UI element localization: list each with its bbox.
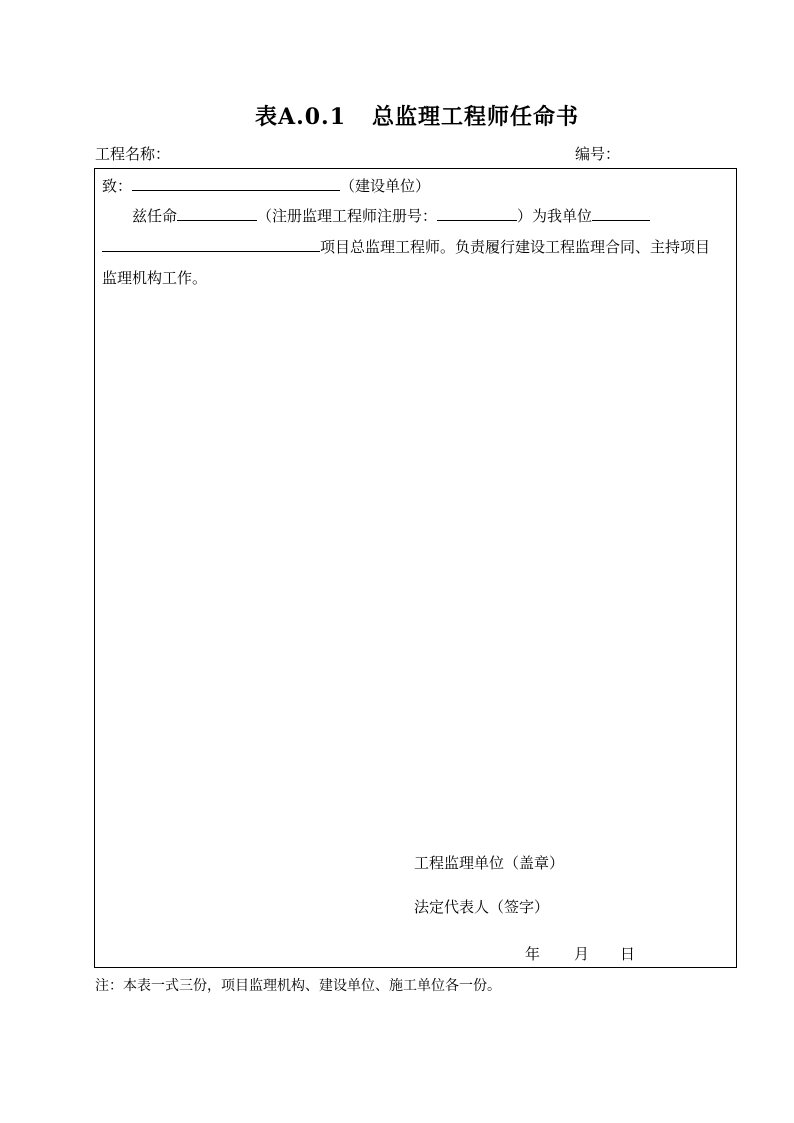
duty-text: 项目总监理工程师。负责履行建设工程监理合同、主持项目 [320, 238, 711, 256]
appointee-name-blank[interactable] [177, 205, 257, 221]
duty-line-cont [102, 268, 207, 288]
addressee-line [102, 175, 430, 196]
legal-rep-line: 法定代表人（签字） [414, 898, 550, 916]
date-year: 年 [525, 945, 541, 963]
date-line [525, 944, 635, 964]
project-name-label: 工程名称： [95, 145, 171, 163]
duty-line [102, 236, 710, 257]
appointment-form-box [94, 168, 737, 968]
project-name-blank[interactable] [102, 236, 320, 252]
duty-text-cont: 监理机构工作。 [102, 269, 208, 287]
org-seal-line: 工程监理单位（盖章） [414, 854, 565, 872]
footnote: 注：本表一式三份，项目监理机构、建设单位、施工单位各一份。 [95, 978, 501, 994]
appoint-prefix: 兹任命 [132, 207, 178, 225]
appointment-line [132, 205, 650, 226]
serial-number-label: 编号： [575, 145, 621, 163]
to-suffix: （建设单位） [340, 177, 431, 195]
date-month: 月 [574, 945, 590, 963]
to-label: 致： [102, 177, 133, 195]
construction-unit-blank[interactable] [132, 175, 340, 191]
unit-blank-end[interactable] [592, 205, 650, 221]
form-title: 表A.0.1 总监理工程师任命书 [255, 104, 579, 130]
date-day: 日 [620, 945, 636, 963]
registration-label: （注册监理工程师注册号： [257, 207, 438, 225]
registration-suffix: ）为我单位 [517, 207, 593, 225]
registration-number-blank[interactable] [437, 205, 517, 221]
